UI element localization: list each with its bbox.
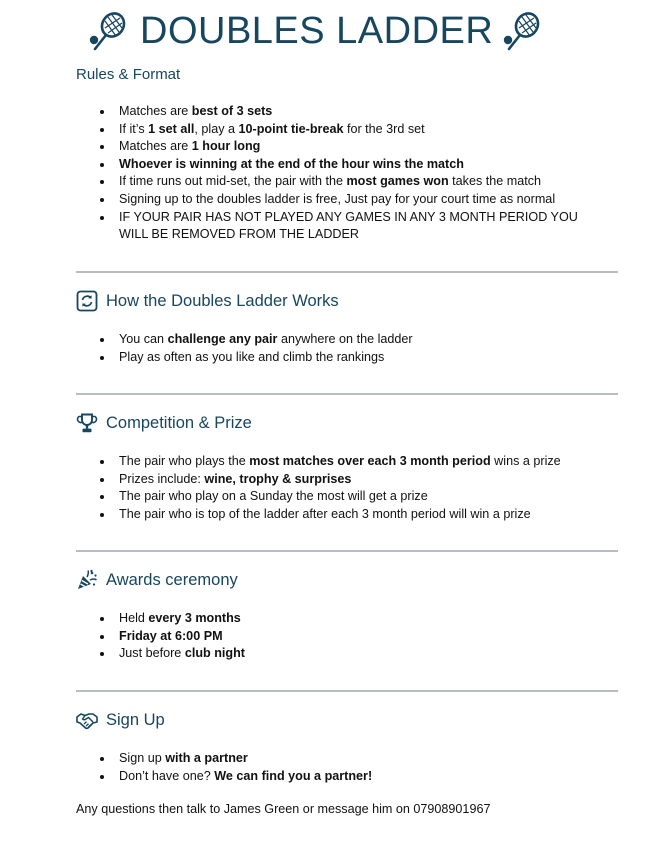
list-item: Just before club night <box>100 645 630 663</box>
list-item: Held every 3 months <box>100 610 630 628</box>
divider <box>76 393 618 395</box>
divider <box>76 690 618 692</box>
list-item: The pair who is top of the ladder after each 3 month period will win a prize <box>100 506 630 524</box>
list-item: Whoever is winning at the end of the hour wins the match <box>100 156 630 174</box>
list-item: The pair who play on a Sunday the most will get a prize <box>100 488 630 506</box>
list-item: Matches are 1 hour long <box>100 138 630 156</box>
awards-heading-text: Awards ceremony <box>106 570 238 589</box>
signup-heading-text: Sign Up <box>106 710 165 729</box>
how-list <box>100 331 630 366</box>
list-item: Prizes include: wine, trophy & surprises <box>100 471 630 489</box>
rules-list <box>100 103 630 244</box>
list-item: Matches are best of 3 sets <box>100 103 630 121</box>
list-item: You can challenge any pair anywhere on the ladder <box>100 331 630 349</box>
page-title: DOUBLES LADDER <box>140 10 494 52</box>
list-item: Signing up to the doubles ladder is free, Just pay for your court time as normal <box>100 191 630 209</box>
section-heading-rules <box>76 66 180 83</box>
trophy-icon <box>76 412 98 434</box>
divider <box>76 271 618 273</box>
how-heading-text: How the Doubles Ladder Works <box>106 291 339 310</box>
list-item: Don’t have one? We can find you a partner! <box>100 768 630 786</box>
list-item: Friday at 6:00 PM <box>100 628 630 646</box>
signup-list <box>100 750 630 785</box>
list-item: IF YOUR PAIR HAS NOT PLAYED ANY GAMES IN ANY 3 MONTH PERIOD YOU WILL BE REMOVED FROM THE LADDER <box>100 209 589 244</box>
section-heading-competition <box>76 412 252 434</box>
competition-list <box>100 453 630 523</box>
party-popper-icon <box>76 569 98 591</box>
section-heading-how <box>76 290 339 312</box>
header <box>0 4 653 58</box>
section-heading-signup <box>76 709 165 731</box>
tennis-racket-icon <box>86 10 130 54</box>
list-item: If time runs out mid-set, the pair with the most games won takes the match <box>100 173 630 191</box>
section-heading-awards <box>76 569 238 591</box>
handshake-icon <box>76 709 98 731</box>
awards-list <box>100 610 630 663</box>
tennis-racket-icon <box>500 10 544 54</box>
rules-heading-text: Rules & Format <box>76 66 181 83</box>
list-item: Sign up with a partner <box>100 750 630 768</box>
refresh-icon <box>76 290 98 312</box>
contact-footer: Any questions then talk to James Green or message him on 07908901967 <box>76 802 491 816</box>
list-item: If it’s 1 set all, play a 10-point tie-break for the 3rd set <box>100 121 630 139</box>
divider <box>76 550 618 552</box>
list-item: The pair who plays the most matches over each 3 month period wins a prize <box>100 453 630 471</box>
list-item: Play as often as you like and climb the rankings <box>100 349 630 367</box>
competition-heading-text: Competition & Prize <box>106 413 252 432</box>
